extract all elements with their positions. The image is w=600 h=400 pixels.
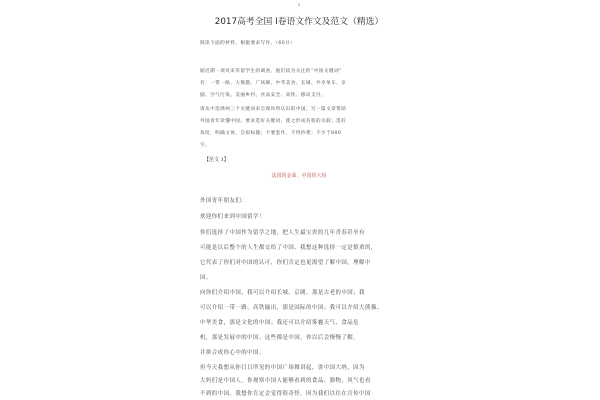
essay-line: 欢迎你们来到中国留学！ [200,214,265,220]
prompt-line: 据近期一项对来华留学生的调查，他们较为关注的“中国关键词” [200,69,342,74]
prompt-line: 字。 [200,143,211,148]
essay-line: 机，那是发展中的中国。这些都是中国，你以后会慢慢了解， [200,335,360,341]
document-title: 2017高考全国 I卷语文作文及范文（精选） [214,17,384,27]
essay-line: 但今天我想从你日日所见的中国广场舞讲起，讲中国大妈，因为 [200,365,365,371]
essay-line: 你们选择了中国作为留学之地，把人生最宝贵的几年青春甚至有 [200,230,365,236]
essay-line: 国。 [200,275,212,281]
essay-line: 它代表了你们对中国的认可，你们肯定也更渴望了解中国，理解中 [200,260,371,266]
essay-title: 法国的金面，中国的大妈 [271,173,327,179]
essay-line: 外国青年朋友们： [200,198,248,204]
sample-essay-label: 【范文 1】 [204,157,229,163]
page-number: 1 [297,2,301,7]
prompt-line: 有：一带一路、大熊猫、广场舞、中华美食、长城、共享单车、京 [200,81,347,86]
essay-line: 中华美食，那是文化的中国；我还可以介绍雾霾天气、食品危 [200,320,360,326]
essay-line: 向你们介绍中国，我可以介绍长城、京剧，那是古老的中国；我 [200,290,365,296]
essay-line: 可以介绍一带一路、高铁输出，那是国际的中国；我可以介绍大熊猫、 [200,305,383,311]
essay-line: 不到的中国。我想你肯定会觉得很奇怪，因为我们以往在宣传中国 [200,391,371,397]
essay-line: 大妈们是中国人，你观察中国人能够看到的食品、器物，风气也看 [200,378,371,384]
prompt-line: 请从中选择两三个关键词来呈现你所认识的中国，写一篇文章帮助 [200,107,347,112]
prompt-line: 剧、空气污染、美丽乡村、食品安全、高铁、移动支付。 [200,93,327,98]
prompt-line: 阅读下面的材料，根据要求写作。（60分） [200,41,296,46]
essay-line: 可能是以后整个的人生都交给了中国，我想这种选择一定是慎重的， [200,245,377,251]
document-page [188,0,410,400]
prompt-line: 角度，明确文体，自拟标题；不要套作，不得抄袭；不少于800 [200,131,342,136]
essay-line: 并拼合成你心中的中国。 [200,350,265,356]
prompt-line: 外国青年读懂中国。要求选好关键词，使之形成有机的关联；选好 [200,119,347,124]
